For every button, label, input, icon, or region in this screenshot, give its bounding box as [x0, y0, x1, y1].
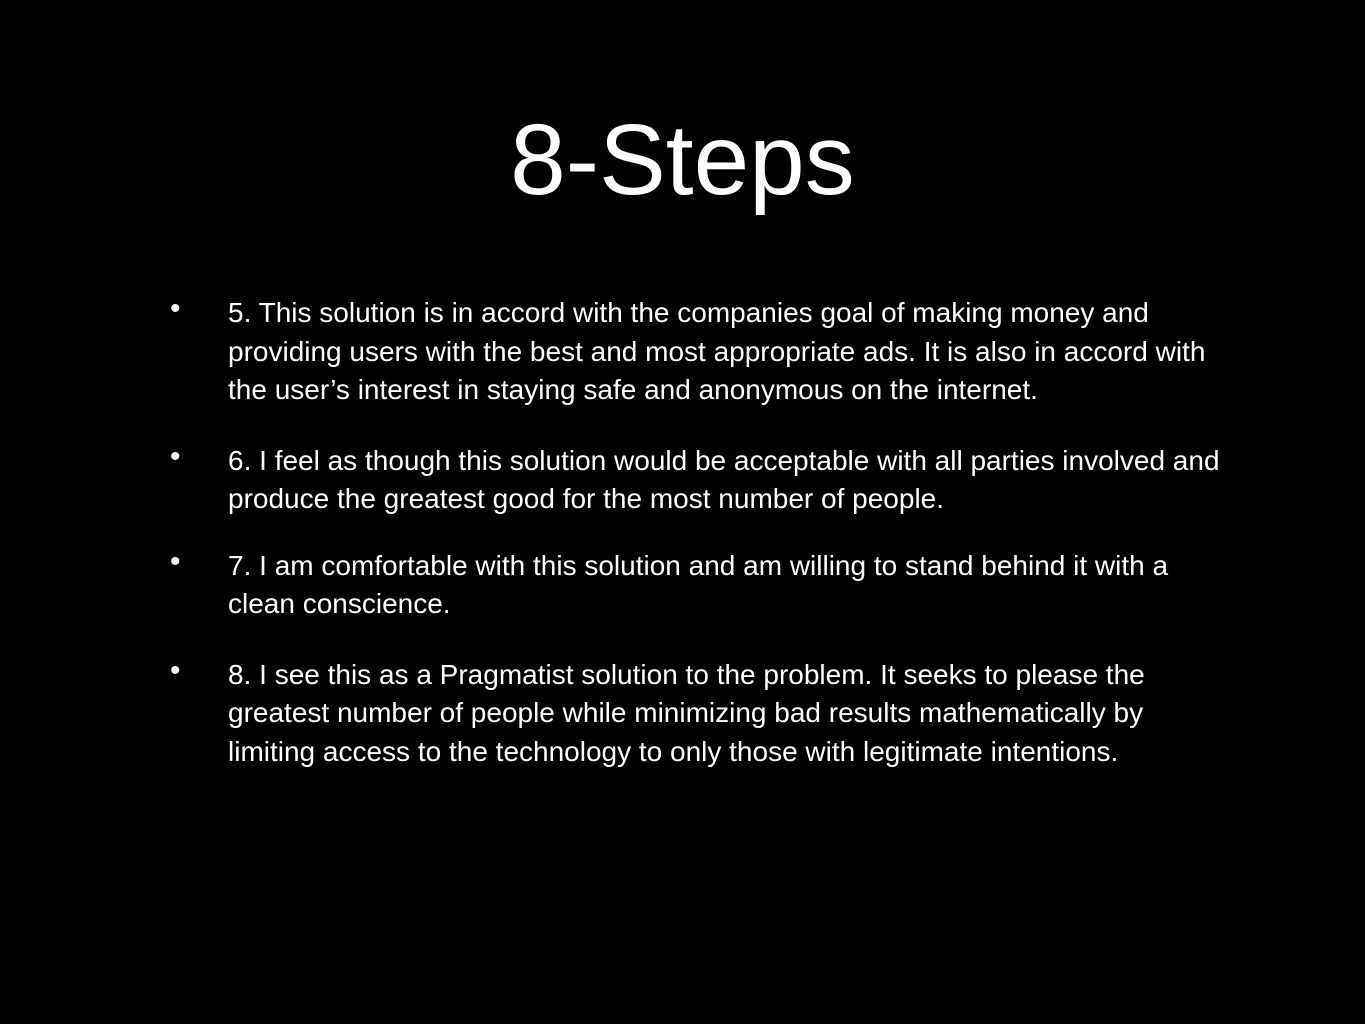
list-item [170, 653, 1230, 772]
bullet-icon: • [170, 439, 181, 473]
list-item [170, 439, 1230, 519]
bullet-icon: • [170, 292, 181, 325]
list-item [170, 544, 1230, 624]
slide-title: 8-Steps [510, 104, 855, 216]
list-item [170, 294, 1230, 410]
bullet-list [170, 294, 1230, 803]
bullet-text: 8. I see this as a Pragmatist solution to the problem. It seeks to please the greatest number of people while minimizing bad results mathematically by limiting access to the technology to only those with legitimate intentions. [228, 658, 1145, 767]
bullet-text: 6. I feel as though this solution would be acceptable with all parties involved and produce the greatest good for the most number of people. [228, 444, 1220, 514]
bullet-text: 7. I am comfortable with this solution and am willing to stand behind it with a clean conscience. [228, 549, 1169, 619]
bullet-icon: • [170, 653, 181, 687]
bullet-text: 5. This solution is in accord with the companies goal of making money and providing users with the best and most appropriate ads. It is also in accord with the user’s interest in staying safe and anonymous on the internet. [228, 297, 1206, 405]
bullet-icon: • [170, 544, 181, 578]
